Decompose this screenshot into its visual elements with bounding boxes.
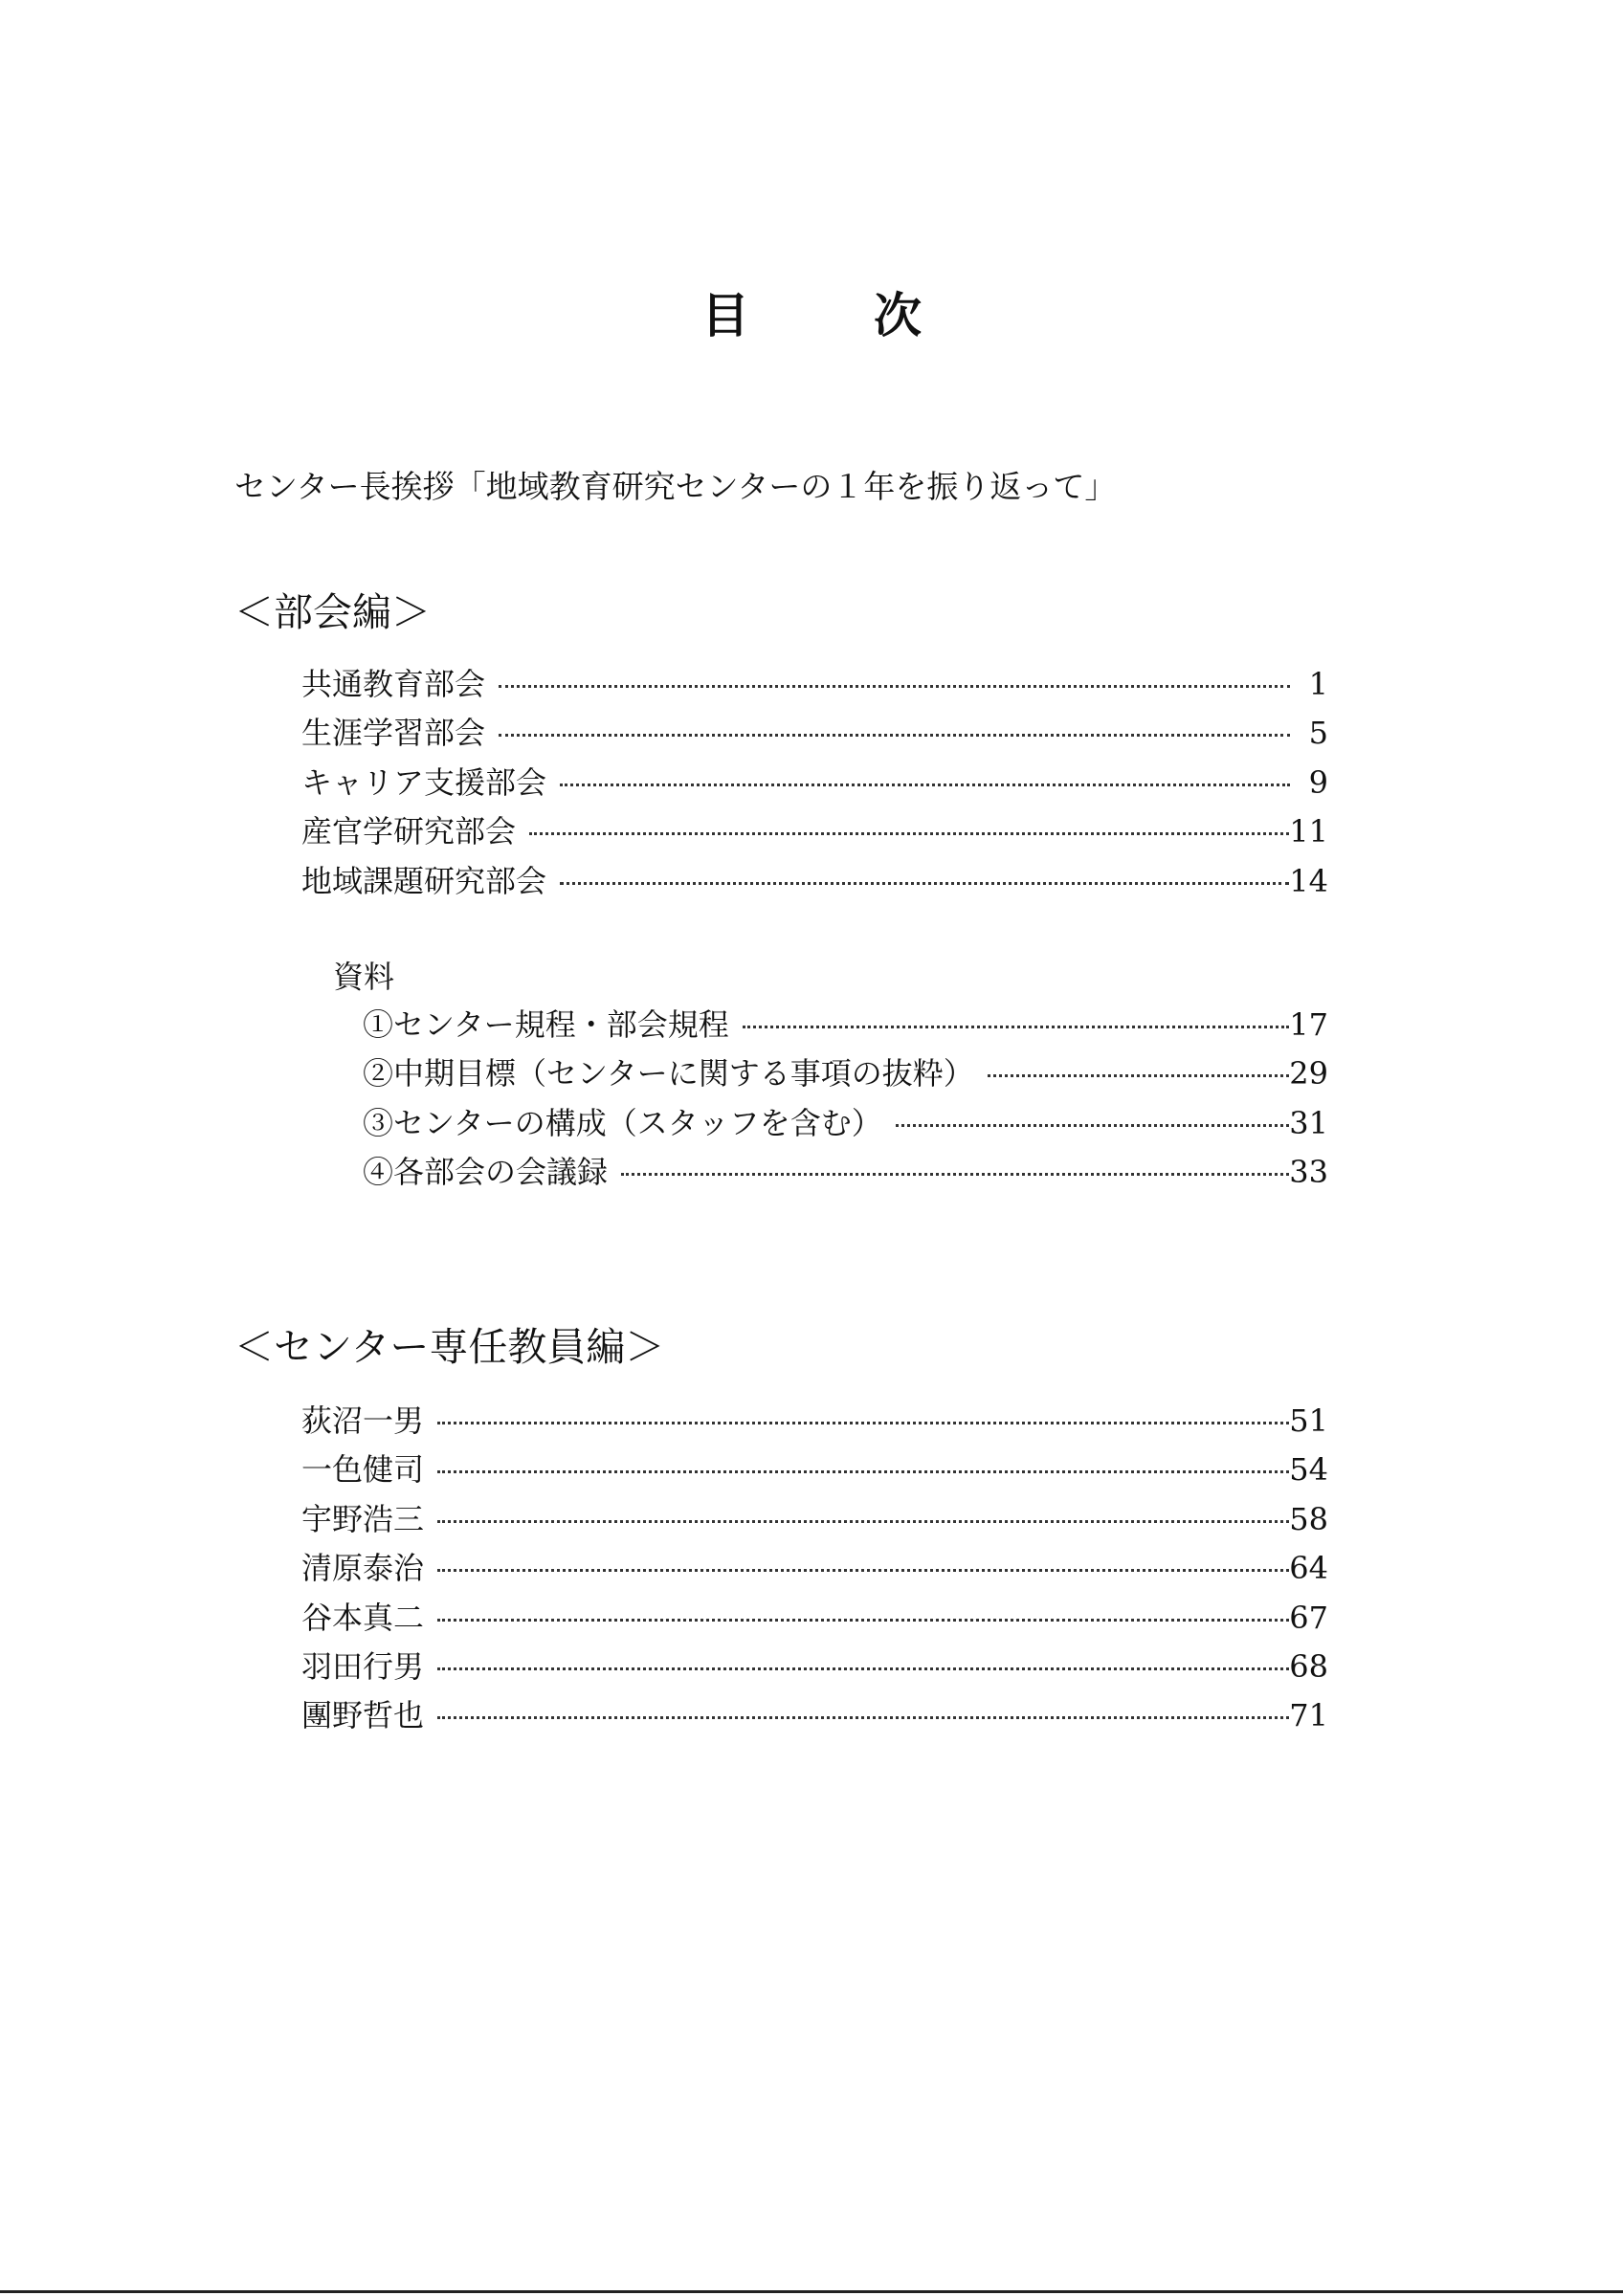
greeting-entry: センター長挨拶「地域教育研究センターの１年を振り返って」 xyxy=(234,468,1117,505)
dot-leader xyxy=(437,1447,1289,1480)
toc-entry xyxy=(363,1001,1328,1049)
toc-entry-label: 一色健司 xyxy=(301,1451,425,1489)
toc-entry-label: キャリア支援部会 xyxy=(301,763,547,801)
toc-entry-page: 67 xyxy=(1289,1599,1328,1636)
toc-entry-page: 68 xyxy=(1289,1647,1328,1685)
toc-entry xyxy=(363,1148,1328,1197)
toc-entry-label: ④各部会の会議録 xyxy=(363,1154,609,1191)
toc-entry xyxy=(301,1397,1328,1446)
toc-entry-label: 谷本真二 xyxy=(301,1599,425,1636)
dot-leader xyxy=(437,1546,1289,1578)
dot-leader xyxy=(621,1150,1289,1182)
toc-entry-page: 14 xyxy=(1289,862,1328,899)
toc-entry-label: 地域課題研究部会 xyxy=(301,862,547,899)
dot-leader xyxy=(499,662,1290,695)
toc-list-shiryo xyxy=(363,1001,1328,1198)
toc-list-bukai xyxy=(301,660,1328,906)
toc-entry xyxy=(301,1446,1328,1494)
toc-entry xyxy=(363,1049,1328,1098)
toc-entry xyxy=(301,709,1328,758)
toc-entry-page: 5 xyxy=(1308,715,1328,752)
toc-entry-label: ①センター規程・部会規程 xyxy=(363,1006,729,1043)
section-heading-staff: ＜センター専任教員編＞ xyxy=(234,1324,665,1370)
toc-entry-label: 羽田行男 xyxy=(301,1647,425,1685)
toc-entry-label: 荻沼一男 xyxy=(301,1402,425,1439)
dot-leader xyxy=(437,1645,1289,1677)
dot-leader xyxy=(896,1101,1290,1134)
dot-leader xyxy=(499,711,1290,743)
toc-entry xyxy=(301,1544,1328,1593)
dot-leader xyxy=(560,761,1290,793)
toc-entry-label: 團野哲也 xyxy=(301,1697,425,1734)
toc-entry-label: 生涯学習部会 xyxy=(301,715,486,752)
dot-leader xyxy=(988,1051,1290,1084)
toc-entry-page: 29 xyxy=(1289,1055,1328,1093)
bottom-rule xyxy=(0,2290,1623,2293)
toc-entry-label: 清原泰治 xyxy=(301,1550,425,1587)
toc-entry-label: ③センターの構成（スタッフを含む） xyxy=(363,1104,882,1141)
toc-entry xyxy=(301,857,1328,906)
section-heading-bukai: ＜部会編＞ xyxy=(234,589,431,635)
subsection-heading-shiryo: 資料 xyxy=(333,959,395,995)
toc-entry-label: 産官学研究部会 xyxy=(301,813,517,850)
page-title: 目 次 xyxy=(701,287,960,343)
toc-entry xyxy=(301,1691,1328,1740)
toc-entry xyxy=(301,807,1328,856)
toc-entry-page: 17 xyxy=(1289,1006,1328,1043)
toc-entry-page: 9 xyxy=(1308,763,1328,801)
toc-entry-page: 51 xyxy=(1289,1402,1328,1439)
toc-entry-label: ②中期目標（センターに関する事項の抜粋） xyxy=(363,1055,974,1093)
toc-entry xyxy=(301,759,1328,807)
toc-entry xyxy=(363,1099,1328,1148)
toc-entry-label: 宇野浩三 xyxy=(301,1500,425,1537)
toc-entry-page: 71 xyxy=(1289,1697,1328,1734)
toc-entry-page: 33 xyxy=(1289,1154,1328,1191)
dot-leader xyxy=(437,1497,1289,1530)
toc-entry xyxy=(301,1643,1328,1691)
toc-entry xyxy=(301,660,1328,709)
toc-entry-page: 11 xyxy=(1289,813,1328,850)
dot-leader xyxy=(560,859,1289,892)
toc-list-staff xyxy=(301,1397,1328,1741)
toc-entry-page: 58 xyxy=(1289,1500,1328,1537)
toc-entry xyxy=(301,1495,1328,1544)
toc-entry-page: 64 xyxy=(1289,1550,1328,1587)
dot-leader xyxy=(743,1003,1290,1035)
toc-entry xyxy=(301,1594,1328,1643)
toc-entry-page: 31 xyxy=(1289,1104,1328,1141)
toc-entry-page: 1 xyxy=(1308,666,1328,702)
dot-leader xyxy=(437,1399,1289,1431)
toc-entry-page: 54 xyxy=(1289,1451,1328,1489)
dot-leader xyxy=(437,1596,1289,1628)
toc-entry-label: 共通教育部会 xyxy=(301,666,486,702)
dot-leader xyxy=(437,1693,1289,1726)
dot-leader xyxy=(529,809,1289,842)
